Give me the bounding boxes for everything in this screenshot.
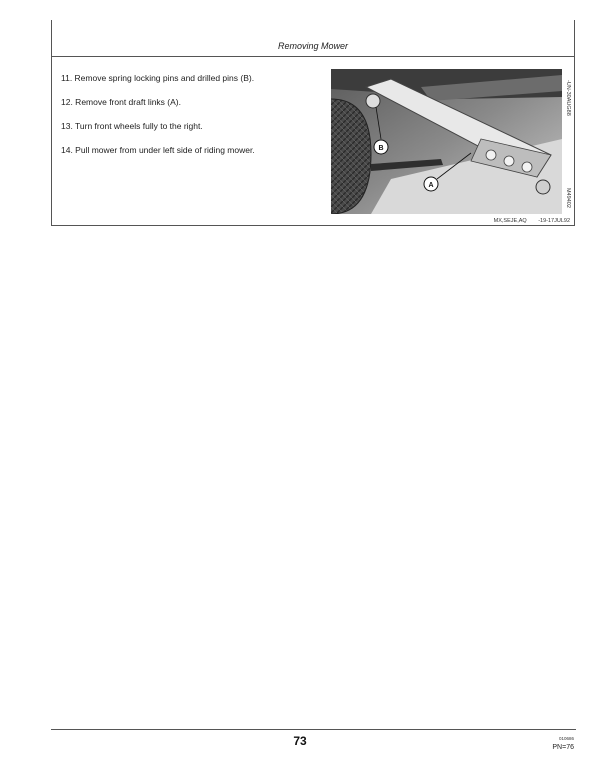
figure-id-bottom: M49402 xyxy=(565,188,571,208)
figure-caption xyxy=(494,218,570,224)
step-12: 12. Remove front draft links (A). xyxy=(61,97,181,107)
mower-photo xyxy=(331,69,562,214)
title-divider xyxy=(52,56,574,57)
instruction-block xyxy=(51,20,575,226)
page-number: 73 xyxy=(293,734,307,748)
step-11: 11. Remove spring locking pins and drilled pins (B). xyxy=(61,73,255,83)
callout-a xyxy=(424,177,438,191)
step-list xyxy=(61,72,255,168)
svg-text:B: B xyxy=(378,145,384,152)
mower-illustration xyxy=(331,69,562,214)
svg-text:A: A xyxy=(428,182,434,189)
footer-divider xyxy=(51,729,576,730)
callout-b xyxy=(374,140,388,154)
page-reference: PN=76 xyxy=(552,744,574,751)
figure-id-top: -UN-30AUG88 xyxy=(565,80,571,116)
section-title: Removing Mower xyxy=(277,41,349,51)
caption-code: MX,SEJE,AQ xyxy=(493,218,527,224)
caption-date: -19-17JUL92 xyxy=(538,218,570,224)
step-14: 14. Pull mower from under left side of riding mower. xyxy=(61,145,255,155)
footer-code: 010686 xyxy=(558,736,574,741)
step-13: 13. Turn front wheels fully to the right. xyxy=(61,121,203,131)
